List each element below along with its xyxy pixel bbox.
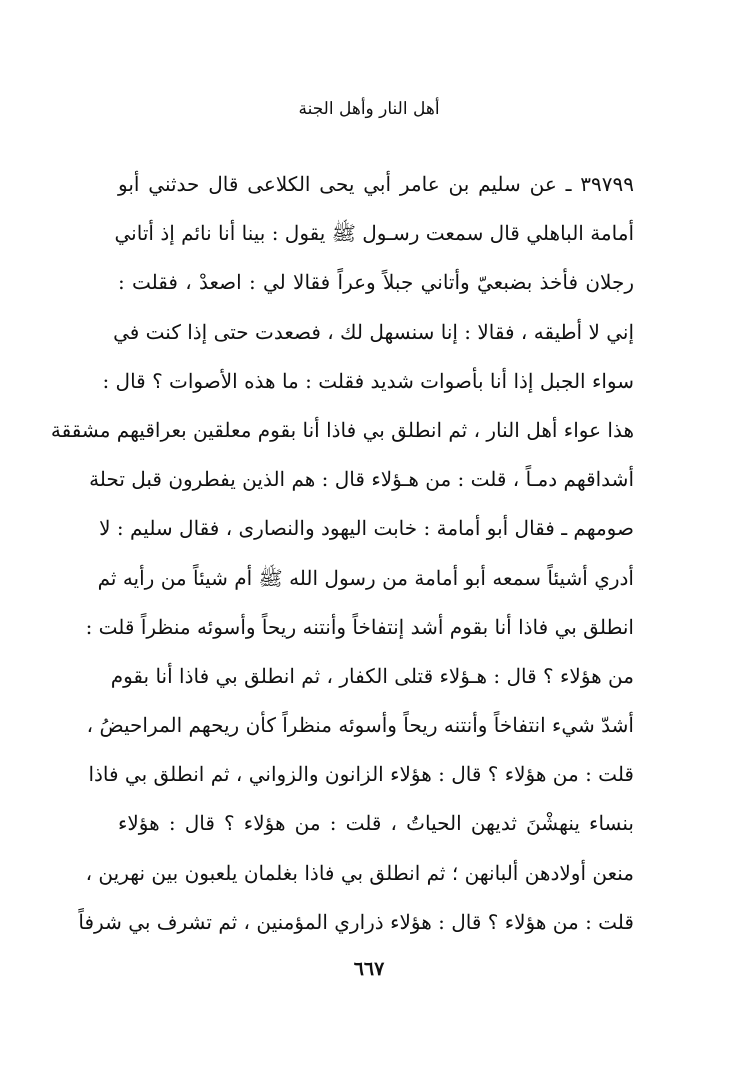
text-line: أدري أشيئاً سمعه أبو أمامة من رسول الله ﷺ أم شيئاً من رأيه ثم — [97, 565, 634, 590]
text-line: بنساء ينهشْنَ ثديهن الحياتُ ، قلت : من هؤلاء ؟ قال : هؤلاء — [118, 811, 634, 836]
text-line: إني لا أطيقه ، فقالا : إنا سنسهل لك ، فصعدت حتى إذا كنت في — [113, 319, 634, 344]
text-line: ٣٩٧٩٩ ـ عن سليم بن عامر أبي يحى الكلاعى قال حدثني أبو — [118, 172, 634, 196]
text-line: انطلق بي فاذا أنا بقوم أشد إنتفاخاً وأنتنه ريحاً وأسوئه منظراً قلت : — [85, 614, 634, 639]
text-line: رجلان فأخذ بضبعيّ وأتاني جبلاً وعراً فقالا لي : اصعدْ ، فقلت : — [118, 270, 634, 295]
text-line: قلت : من هؤلاء ؟ قال : هؤلاء الزانون والزواني ، ثم انطلق بي فاذا — [88, 762, 634, 787]
text-line: منعن أولادهن ألبانهن ؛ ثم انطلق بي فاذا بغلمان يلعبون بين نهرين ، — [85, 860, 634, 885]
text-line: أشدّ شيء انتفاخاً وأنتنه ريحاً وأسوئه منظراً كأن ريحهم المراحيضُ ، — [86, 713, 634, 738]
text-line: أمامة الباهلي قال سمعت رسـول ﷺ يقول : بينا أنا نائم إذ أتاني — [114, 221, 634, 246]
hadith-text — [50, 160, 634, 947]
text-line: قلت : من هؤلاء ؟ قال : هؤلاء ذراري المؤمنين ، ثم تشرف بي شرفاً — [78, 909, 634, 934]
text-line: هذا عواء أهل النار ، ثم انطلق بي فاذا أنا بقوم معلقين بعراقيهم مشققة — [50, 417, 634, 442]
text-line: صومهم ـ فقال أبو أمامة : خابت اليهود والنصارى ، فقال سليم : لا — [99, 516, 634, 541]
text-line: من هؤلاء ؟ قال : هـؤلاء قتلى الكفار ، ثم انطلق بي فاذا أنا بقوم — [110, 663, 634, 688]
text-line: سواء الجبل إذا أنا بأصوات شديد فقلت : ما هذه الأصوات ؟ قال : — [102, 368, 634, 393]
text-line: أشداقهم دمـاً ، قلت : من هـؤلاء قال : هم الذين يفطرون قبل تحلة — [89, 467, 634, 492]
running-header: أهل النار وأهل الجنة — [298, 99, 440, 119]
page-number: ٦٦٧ — [353, 958, 385, 980]
